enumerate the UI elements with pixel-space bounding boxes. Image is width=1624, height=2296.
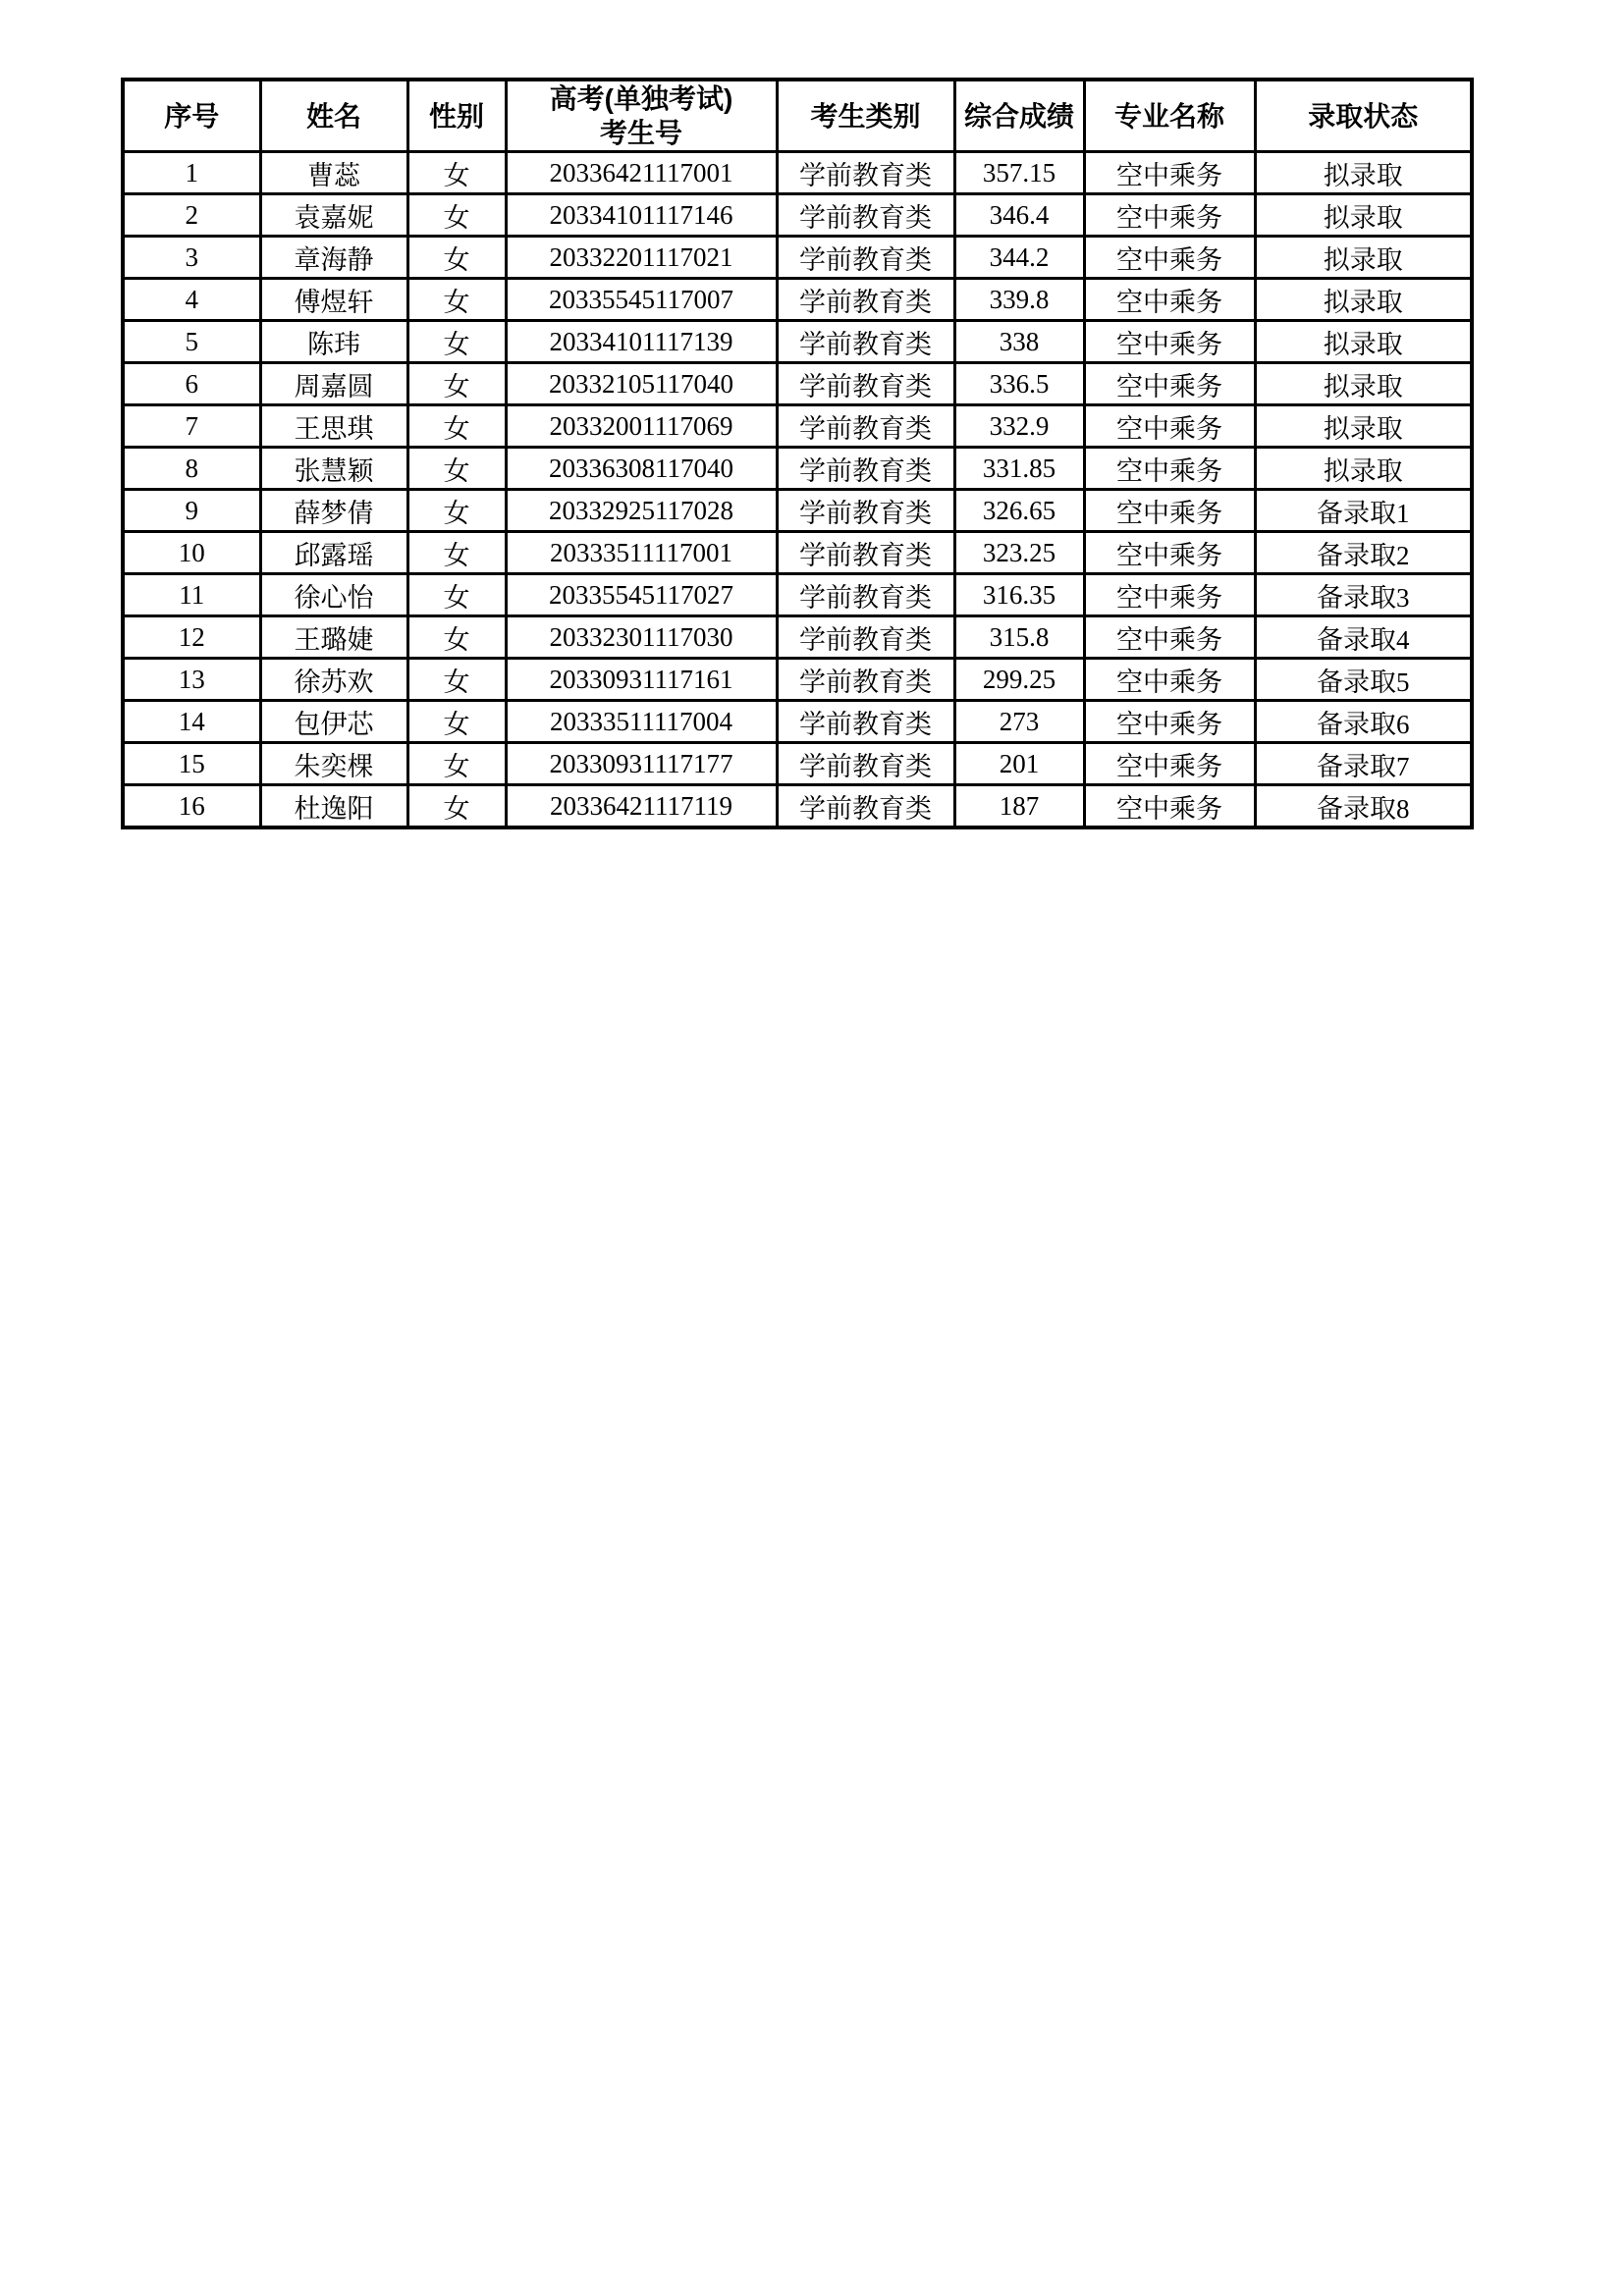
cell-index: 5 bbox=[123, 321, 260, 363]
cell-name: 邱露瑶 bbox=[260, 532, 407, 574]
cell-major: 空中乘务 bbox=[1084, 616, 1255, 659]
cell-category: 学前教育类 bbox=[777, 448, 954, 490]
cell-major: 空中乘务 bbox=[1084, 490, 1255, 532]
cell-name: 章海静 bbox=[260, 237, 407, 279]
cell-status: 拟录取 bbox=[1255, 194, 1472, 237]
cell-category: 学前教育类 bbox=[777, 194, 954, 237]
header-gender: 性别 bbox=[407, 80, 506, 152]
cell-score: 338 bbox=[954, 321, 1084, 363]
cell-index: 7 bbox=[123, 405, 260, 448]
table-row bbox=[123, 743, 1472, 785]
cell-name: 曹蕊 bbox=[260, 152, 407, 194]
cell-status: 备录取8 bbox=[1255, 785, 1472, 828]
header-score: 综合成绩 bbox=[954, 80, 1084, 152]
cell-status: 拟录取 bbox=[1255, 152, 1472, 194]
cell-category: 学前教育类 bbox=[777, 785, 954, 828]
cell-major: 空中乘务 bbox=[1084, 785, 1255, 828]
table-row bbox=[123, 237, 1472, 279]
cell-name: 王璐婕 bbox=[260, 616, 407, 659]
table-row bbox=[123, 152, 1472, 194]
cell-gender: 女 bbox=[407, 363, 506, 405]
cell-category: 学前教育类 bbox=[777, 237, 954, 279]
cell-major: 空中乘务 bbox=[1084, 152, 1255, 194]
cell-major: 空中乘务 bbox=[1084, 363, 1255, 405]
cell-index: 12 bbox=[123, 616, 260, 659]
table-row bbox=[123, 616, 1472, 659]
header-major: 专业名称 bbox=[1084, 80, 1255, 152]
cell-exam-id: 20335545117027 bbox=[506, 574, 777, 616]
cell-score: 344.2 bbox=[954, 237, 1084, 279]
cell-exam-id: 20332201117021 bbox=[506, 237, 777, 279]
cell-gender: 女 bbox=[407, 405, 506, 448]
cell-score: 357.15 bbox=[954, 152, 1084, 194]
cell-index: 16 bbox=[123, 785, 260, 828]
cell-status: 备录取7 bbox=[1255, 743, 1472, 785]
cell-status: 拟录取 bbox=[1255, 363, 1472, 405]
cell-exam-id: 20336308117040 bbox=[506, 448, 777, 490]
cell-status: 拟录取 bbox=[1255, 279, 1472, 321]
table-header-row bbox=[123, 80, 1472, 152]
cell-category: 学前教育类 bbox=[777, 616, 954, 659]
table-body bbox=[123, 152, 1472, 828]
cell-index: 9 bbox=[123, 490, 260, 532]
cell-status: 备录取5 bbox=[1255, 659, 1472, 701]
header-index: 序号 bbox=[123, 80, 260, 152]
cell-score: 339.8 bbox=[954, 279, 1084, 321]
cell-category: 学前教育类 bbox=[777, 490, 954, 532]
cell-exam-id: 20330931117161 bbox=[506, 659, 777, 701]
cell-gender: 女 bbox=[407, 490, 506, 532]
cell-score: 316.35 bbox=[954, 574, 1084, 616]
cell-gender: 女 bbox=[407, 237, 506, 279]
cell-major: 空中乘务 bbox=[1084, 574, 1255, 616]
cell-score: 346.4 bbox=[954, 194, 1084, 237]
cell-score: 332.9 bbox=[954, 405, 1084, 448]
cell-name: 徐苏欢 bbox=[260, 659, 407, 701]
cell-major: 空中乘务 bbox=[1084, 659, 1255, 701]
cell-name: 傅煜轩 bbox=[260, 279, 407, 321]
cell-category: 学前教育类 bbox=[777, 321, 954, 363]
table-row bbox=[123, 490, 1472, 532]
cell-name: 朱奕棵 bbox=[260, 743, 407, 785]
cell-category: 学前教育类 bbox=[777, 659, 954, 701]
cell-gender: 女 bbox=[407, 659, 506, 701]
cell-index: 6 bbox=[123, 363, 260, 405]
table-row bbox=[123, 321, 1472, 363]
cell-status: 备录取3 bbox=[1255, 574, 1472, 616]
cell-index: 13 bbox=[123, 659, 260, 701]
table-row bbox=[123, 574, 1472, 616]
cell-status: 拟录取 bbox=[1255, 405, 1472, 448]
cell-name: 周嘉圆 bbox=[260, 363, 407, 405]
cell-score: 323.25 bbox=[954, 532, 1084, 574]
cell-gender: 女 bbox=[407, 574, 506, 616]
cell-score: 315.8 bbox=[954, 616, 1084, 659]
header-status: 录取状态 bbox=[1255, 80, 1472, 152]
cell-category: 学前教育类 bbox=[777, 405, 954, 448]
cell-gender: 女 bbox=[407, 532, 506, 574]
cell-score: 331.85 bbox=[954, 448, 1084, 490]
cell-index: 1 bbox=[123, 152, 260, 194]
cell-exam-id: 20336421117001 bbox=[506, 152, 777, 194]
cell-exam-id: 20332105117040 bbox=[506, 363, 777, 405]
cell-exam-id: 20333511117004 bbox=[506, 701, 777, 743]
cell-exam-id: 20332001117069 bbox=[506, 405, 777, 448]
cell-score: 299.25 bbox=[954, 659, 1084, 701]
cell-index: 11 bbox=[123, 574, 260, 616]
table-row bbox=[123, 785, 1472, 828]
cell-index: 2 bbox=[123, 194, 260, 237]
cell-category: 学前教育类 bbox=[777, 532, 954, 574]
cell-score: 273 bbox=[954, 701, 1084, 743]
cell-name: 杜逸阳 bbox=[260, 785, 407, 828]
table-row bbox=[123, 279, 1472, 321]
cell-category: 学前教育类 bbox=[777, 279, 954, 321]
cell-major: 空中乘务 bbox=[1084, 448, 1255, 490]
cell-category: 学前教育类 bbox=[777, 743, 954, 785]
cell-exam-id: 20334101117146 bbox=[506, 194, 777, 237]
cell-major: 空中乘务 bbox=[1084, 237, 1255, 279]
cell-exam-id: 20332925117028 bbox=[506, 490, 777, 532]
cell-name: 陈玮 bbox=[260, 321, 407, 363]
cell-exam-id: 20336421117119 bbox=[506, 785, 777, 828]
cell-major: 空中乘务 bbox=[1084, 194, 1255, 237]
cell-exam-id: 20330931117177 bbox=[506, 743, 777, 785]
cell-index: 10 bbox=[123, 532, 260, 574]
cell-name: 张慧颖 bbox=[260, 448, 407, 490]
cell-exam-id: 20332301117030 bbox=[506, 616, 777, 659]
table-row bbox=[123, 194, 1472, 237]
cell-gender: 女 bbox=[407, 448, 506, 490]
cell-status: 拟录取 bbox=[1255, 448, 1472, 490]
cell-gender: 女 bbox=[407, 701, 506, 743]
cell-gender: 女 bbox=[407, 279, 506, 321]
cell-status: 拟录取 bbox=[1255, 237, 1472, 279]
table-row bbox=[123, 701, 1472, 743]
cell-status: 备录取4 bbox=[1255, 616, 1472, 659]
cell-score: 187 bbox=[954, 785, 1084, 828]
cell-exam-id: 20334101117139 bbox=[506, 321, 777, 363]
cell-gender: 女 bbox=[407, 152, 506, 194]
cell-index: 3 bbox=[123, 237, 260, 279]
cell-gender: 女 bbox=[407, 194, 506, 237]
table-row bbox=[123, 448, 1472, 490]
cell-name: 袁嘉妮 bbox=[260, 194, 407, 237]
cell-gender: 女 bbox=[407, 321, 506, 363]
cell-major: 空中乘务 bbox=[1084, 321, 1255, 363]
cell-category: 学前教育类 bbox=[777, 152, 954, 194]
cell-category: 学前教育类 bbox=[777, 574, 954, 616]
cell-major: 空中乘务 bbox=[1084, 743, 1255, 785]
cell-major: 空中乘务 bbox=[1084, 279, 1255, 321]
table-row bbox=[123, 363, 1472, 405]
cell-gender: 女 bbox=[407, 785, 506, 828]
cell-index: 4 bbox=[123, 279, 260, 321]
header-exam-id: 高考(单独考试) 考生号 bbox=[506, 80, 777, 152]
cell-status: 拟录取 bbox=[1255, 321, 1472, 363]
cell-major: 空中乘务 bbox=[1084, 701, 1255, 743]
cell-status: 备录取2 bbox=[1255, 532, 1472, 574]
table-row bbox=[123, 659, 1472, 701]
cell-score: 326.65 bbox=[954, 490, 1084, 532]
table-row bbox=[123, 405, 1472, 448]
cell-status: 备录取6 bbox=[1255, 701, 1472, 743]
admission-roster-table bbox=[121, 78, 1474, 829]
cell-name: 包伊芯 bbox=[260, 701, 407, 743]
cell-name: 王思琪 bbox=[260, 405, 407, 448]
cell-gender: 女 bbox=[407, 616, 506, 659]
cell-exam-id: 20335545117007 bbox=[506, 279, 777, 321]
header-name: 姓名 bbox=[260, 80, 407, 152]
cell-exam-id: 20333511117001 bbox=[506, 532, 777, 574]
cell-major: 空中乘务 bbox=[1084, 532, 1255, 574]
cell-score: 336.5 bbox=[954, 363, 1084, 405]
cell-name: 薛梦倩 bbox=[260, 490, 407, 532]
cell-name: 徐心怡 bbox=[260, 574, 407, 616]
cell-status: 备录取1 bbox=[1255, 490, 1472, 532]
cell-index: 8 bbox=[123, 448, 260, 490]
cell-major: 空中乘务 bbox=[1084, 405, 1255, 448]
cell-score: 201 bbox=[954, 743, 1084, 785]
cell-category: 学前教育类 bbox=[777, 701, 954, 743]
cell-index: 14 bbox=[123, 701, 260, 743]
header-category: 考生类别 bbox=[777, 80, 954, 152]
table-row bbox=[123, 532, 1472, 574]
cell-category: 学前教育类 bbox=[777, 363, 954, 405]
cell-gender: 女 bbox=[407, 743, 506, 785]
cell-index: 15 bbox=[123, 743, 260, 785]
